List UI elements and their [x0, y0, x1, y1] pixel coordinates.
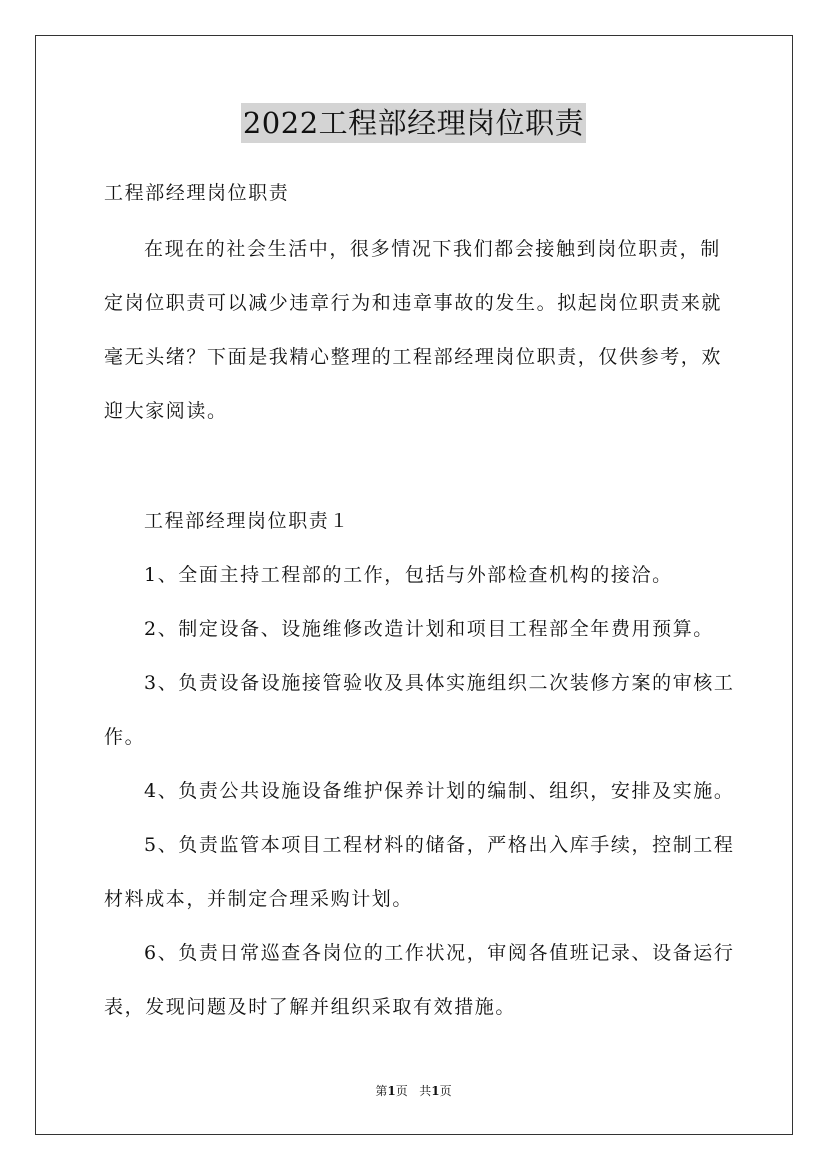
intro-line: 定岗位职责可以减少违章行为和违章事故的发生。拟起岗位职责来就: [104, 292, 723, 314]
intro-line: 迎大家阅读。: [104, 400, 228, 422]
total-suffix: 页: [439, 1084, 452, 1098]
duty-item-3-cont: 作。: [104, 726, 146, 748]
page-current: 1: [387, 1084, 396, 1098]
page-total: 1: [431, 1084, 440, 1098]
page-footer: [0, 1083, 827, 1099]
page-suffix: 页: [395, 1084, 408, 1098]
duty-item-4: 4、负责公共设施设备维护保养计划的编制、组织，安排及实施。: [144, 780, 735, 802]
duty-item-1: 1、全面主持工程部的工作，包括与外部检查机构的接洽。: [144, 564, 673, 586]
duty-item-3: 3、负责设备设施接管验收及具体实施组织二次装修方案的审核工: [144, 672, 735, 694]
duty-item-6: 6、负责日常巡查各岗位的工作状况，审阅各值班记录、设备运行: [144, 942, 735, 964]
total-prefix: 共: [419, 1084, 432, 1098]
duty-item-5: 5、负责监管本项目工程材料的储备，严格出入库手续，控制工程: [144, 834, 735, 856]
intro-line: 毫无头绪？下面是我精心整理的工程部经理岗位职责，仅供参考，欢: [104, 346, 723, 368]
page-prefix: 第: [375, 1084, 388, 1098]
section-heading: 工程部经理岗位职责１: [144, 510, 351, 532]
duty-item-6-cont: 表，发现问题及时了解并组织采取有效措施。: [104, 996, 517, 1018]
intro-line: 在现在的社会生活中，很多情况下我们都会接触到岗位职责，制: [144, 238, 721, 260]
title-wrap: [0, 103, 827, 143]
subtitle: 工程部经理岗位职责: [104, 182, 290, 204]
document-title: 2022工程部经理岗位职责: [241, 103, 586, 143]
duty-item-5-cont: 材料成本，并制定合理采购计划。: [104, 888, 414, 910]
duty-item-2: 2、制定设备、设施维修改造计划和项目工程部全年费用预算。: [144, 618, 714, 640]
